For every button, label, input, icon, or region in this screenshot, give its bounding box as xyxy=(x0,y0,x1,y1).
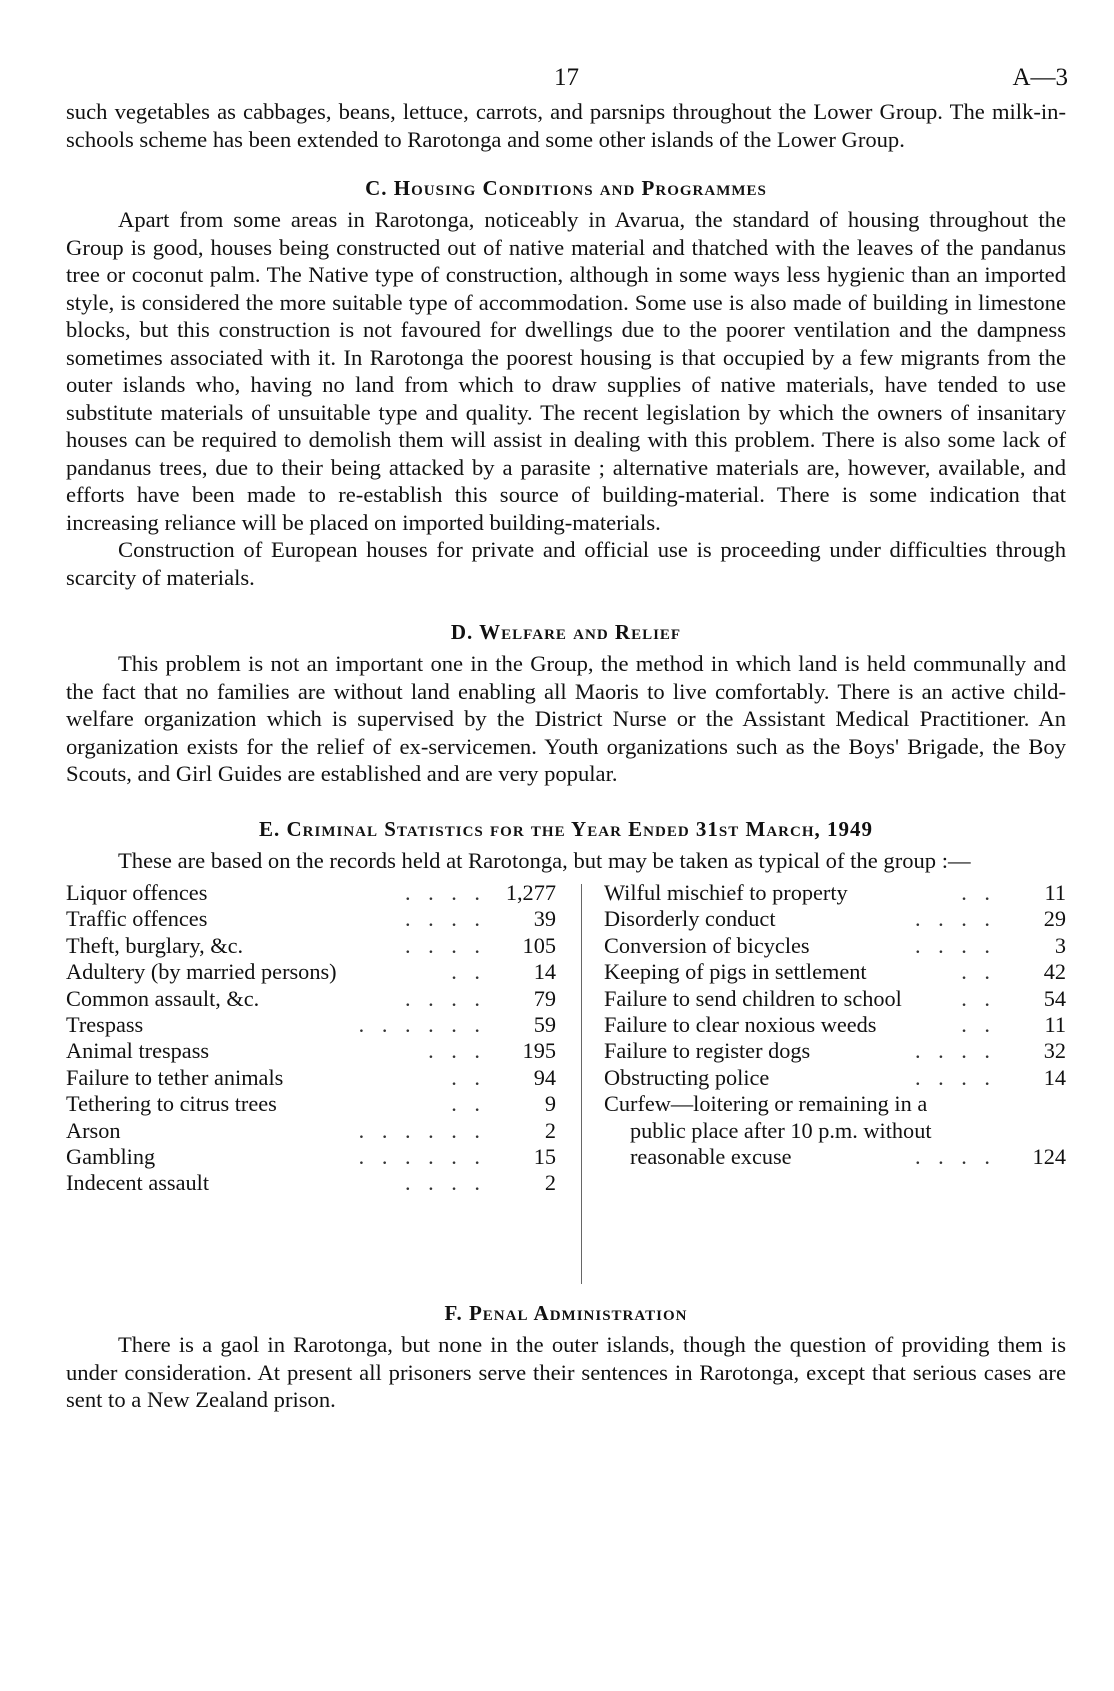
column-divider xyxy=(581,884,582,1284)
welfare-paragraph: This problem is not an important one in the Group, the method in which land is held communally and the fact that no families are without land enabling all Maoris to live comfortably. There is an active child-welfare organization which is supervised by the District Nurse or the Assistant Medical Practitioner. An organization exists for the relief of ex-servicemen. Youth organizations such as the Boys' Brigade, the Boy Scouts, and Girl Guides are established and are very popular. xyxy=(66,651,1066,786)
table-row: Theft, burglary, &c. . . . . 105 xyxy=(66,932,556,958)
table-row: Animal trespass . . . 195 xyxy=(66,1038,556,1064)
table-row: Failure to register dogs . . . . 32 xyxy=(604,1038,1066,1064)
offences-right-column xyxy=(604,880,1066,1170)
page-number: 17 xyxy=(554,64,579,91)
housing-paragraph-1: Apart from some areas in Rarotonga, noticeably in Avarua, the standard of housing throughout the Group is good, houses being constructed out of native material and thatched with the leaves of the pandanus tree or coconut palm. The Native type of construction, although in some ways less hygienic than an imported style, is considered the more suitable type of accommodation. Some use is also made of building in limestone blocks, but this construction is not favoured for dwellings due to the poorer ventilation and the dampness sometimes associated with it. In Rarotonga the poorest housing is that occupied by a few migrants from the outer islands who, having no land from which to draw supplies of native materials, have tended to use substitute materials of unsuitable type and quality. The recent legislation by which the owners of insanitary houses can be required to demolish them will assist in dealing with this problem. There is also some lack of pandanus trees, due to their being attacked by a parasite ; alternative materials are, however, available, and efforts have been made to re-establish this source of building-material. There is some indication that increasing reliance will be placed on imported building-materials. xyxy=(66,207,1066,535)
table-row: Traffic offences . . . . 39 xyxy=(66,906,556,932)
table-row: Wilful mischief to property . . 11 xyxy=(604,880,1066,905)
section-heading-housing: C. Housing Conditions and Programmes xyxy=(365,176,767,200)
table-row: Liquor offences . . . . 1,277 xyxy=(66,880,556,905)
offences-left-column xyxy=(66,880,556,1197)
offences-table xyxy=(66,880,1066,1300)
section-heading-criminal-statistics: E. Criminal Statistics for the Year Ended 31st March, 1949 xyxy=(259,816,873,841)
document-code: A—3 xyxy=(1012,64,1068,91)
table-row: Failure to send children to school . . 54 xyxy=(604,985,1066,1011)
table-row: Obstructing police . . . . 14 xyxy=(604,1064,1066,1090)
table-row: Conversion of bicycles . . . . 3 xyxy=(604,932,1066,958)
page-header xyxy=(66,58,1066,98)
table-row: Arson . . . . . . 2 xyxy=(66,1117,556,1143)
table-row: Adultery (by married persons) . . 14 xyxy=(66,959,556,985)
document-page xyxy=(66,58,1066,1414)
section-heading-penal-administration: F. Penal Administration xyxy=(444,1301,688,1325)
criminal-statistics-intro: These are based on the records held at Rarotonga, but may be taken as typical of the group :— xyxy=(118,847,971,873)
table-row: Tethering to citrus trees . . 9 xyxy=(66,1091,556,1117)
table-row: Disorderly conduct . . . . 29 xyxy=(604,906,1066,932)
table-row: Curfew—loitering or remaining in a xyxy=(604,1091,928,1117)
table-row: Common assault, &c. . . . . 79 xyxy=(66,985,556,1011)
table-row: public place after 10 p.m. without xyxy=(630,1117,932,1143)
table-row: Keeping of pigs in settlement . . 42 xyxy=(604,959,1066,985)
housing-paragraph-2: Construction of European houses for private and official use is proceeding under difficulties through scarcity of materials. xyxy=(66,537,1066,590)
table-row: reasonable excuse . . . . 124 xyxy=(630,1143,1066,1169)
penal-administration-paragraph: There is a gaol in Rarotonga, but none in the outer islands, though the question of providing them is under consideration. At present all prisoners serve their sentences in Rarotonga, except that serious cases are sent to a New Zealand prison. xyxy=(66,1332,1066,1412)
section-heading-welfare: D. Welfare and Relief xyxy=(450,620,682,644)
table-row: Trespass . . . . . . 59 xyxy=(66,1011,556,1037)
intro-paragraph: such vegetables as cabbages, beans, lettuce, carrots, and parsnips throughout the Lower Group. The milk-in-schools scheme has been extended to Rarotonga and some other islands of the Lower Group. xyxy=(66,99,1066,152)
table-row: Failure to clear noxious weeds . . 11 xyxy=(604,1011,1066,1037)
table-row: Gambling . . . . . . 15 xyxy=(66,1143,556,1169)
table-row: Indecent assault . . . . 2 xyxy=(66,1170,556,1196)
table-row: Failure to tether animals . . 94 xyxy=(66,1064,556,1090)
